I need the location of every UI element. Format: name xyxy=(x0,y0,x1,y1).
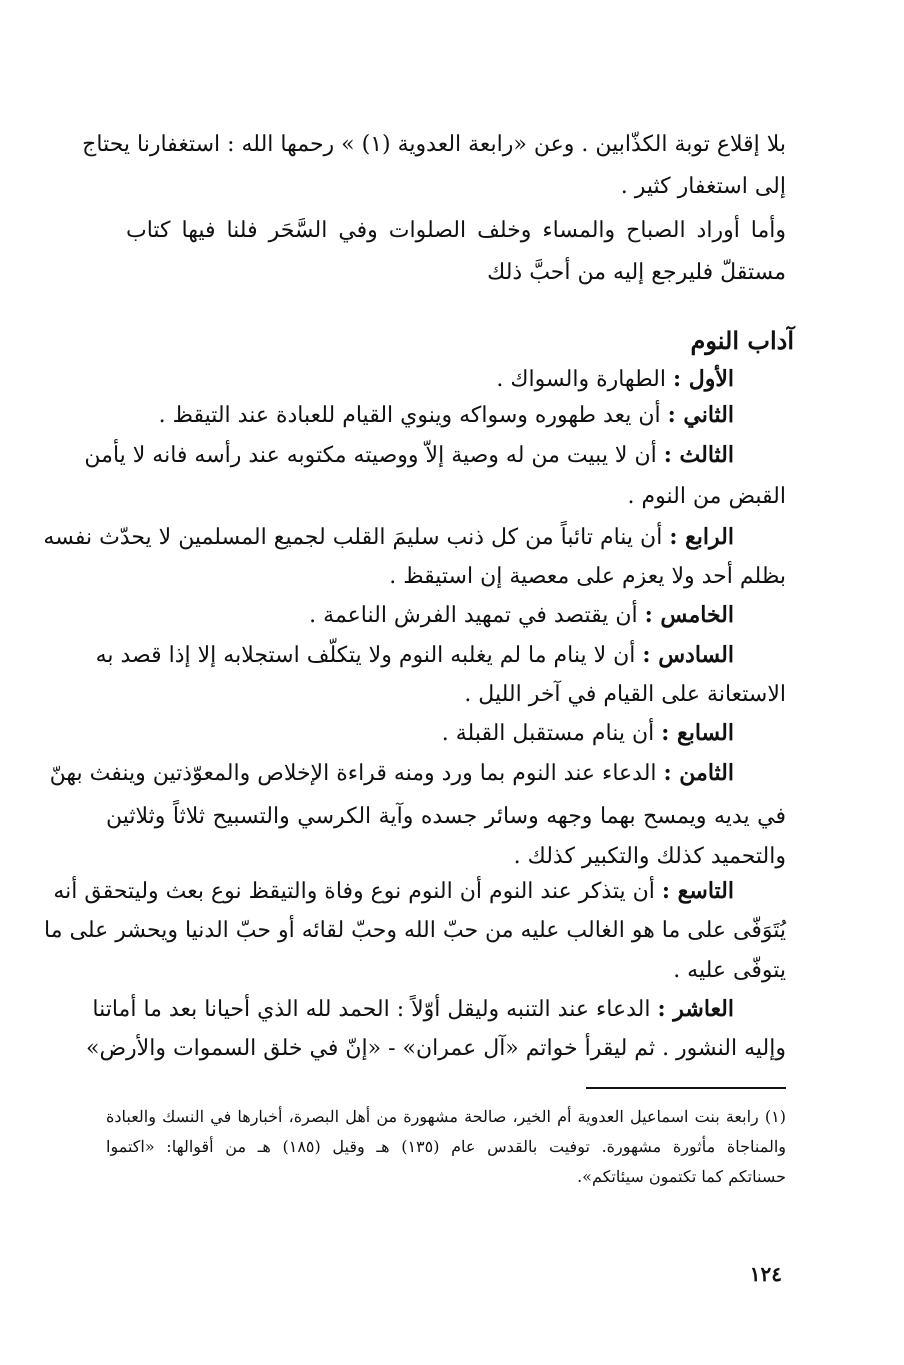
item-number: الأول : xyxy=(672,366,734,392)
intro-line-4: مستقلّ فليرجع إليه من أحبَّ ذلك xyxy=(487,260,786,285)
item-number: السادس : xyxy=(642,642,734,668)
list-item xyxy=(106,600,734,631)
item-number: الثالث : xyxy=(663,442,734,468)
item-text: الطهارة والسواك . xyxy=(496,367,666,392)
item-continuation: والتحميد كذلك والتكبير كذلك . xyxy=(513,844,786,869)
footnote-line-1: (١) رابعة بنت اسماعيل العدوية أم الخير، صالحة مشهورة من أهل البصرة، أخبارها في النسك والعبادة xyxy=(106,1107,786,1126)
list-item xyxy=(92,994,734,1025)
list-item xyxy=(106,364,734,395)
intro-line-3: وأما أوراد الصباح والمساء وخلف الصلوات وفي السَّحَر فلنا فيها كتاب xyxy=(126,218,786,243)
item-text: الدعاء عند النوم بما ورد ومنه قراءة الإخلاص والمعوّذتين وينفث بهنّ xyxy=(49,761,657,786)
item-continuation: وإليه النشور . ثم ليقرأ خواتم «آل عمران» - «إنّ في خلق السموات والأرض» xyxy=(85,1036,786,1061)
item-continuation: القبض من النوم . xyxy=(627,484,786,509)
item-text: أن يتذكر عند النوم أن النوم نوع وفاة والتيقظ نوع بعث وليتحقق أنه xyxy=(53,879,655,904)
intro-line-2: إلى استغفار كثير . xyxy=(620,174,786,199)
item-number: الخامس : xyxy=(644,602,734,628)
intro-line-1: بلا إقلاع توبة الكذّابين . وعن «رابعة العدوية (١) » رحمها الله : استغفارنا يحتاج xyxy=(82,132,786,157)
list-item xyxy=(95,640,734,671)
item-continuation: الاستعانة على القيام في آخر الليل . xyxy=(464,682,786,707)
item-number: التاسع : xyxy=(661,878,734,904)
item-continuation: في يديه ويمسح بهما وجهه وسائر جسده وآية الكرسي والتسبيح ثلاثاً وثلاثين xyxy=(106,804,786,829)
page-number: ١٢٤ xyxy=(749,1262,782,1286)
item-text: أن يعد طهوره وسواكه وينوي القيام للعبادة عند التيقظ . xyxy=(158,403,661,428)
item-text: أن ينام مستقبل القبلة . xyxy=(441,721,655,746)
item-text: أن يقتصد في تمهيد الفرش الناعمة . xyxy=(309,603,638,628)
list-item xyxy=(106,400,734,431)
item-continuation: يُتَوَفّى على ما هو الغالب عليه من حبّ الله وحبّ لقائه أو حبّ الدنيا ويحشر على ما xyxy=(44,918,786,943)
item-continuation: يتوفّى عليه . xyxy=(673,958,786,983)
item-number: الثامن : xyxy=(663,760,734,786)
item-number: الرابع : xyxy=(669,524,734,550)
item-number: الثاني : xyxy=(667,402,734,428)
list-item xyxy=(106,718,734,749)
list-item xyxy=(53,876,734,907)
item-continuation: بظلم أحد ولا يعزم على معصية إن استيقظ . xyxy=(389,564,786,589)
item-text: أن لا يبيت من له وصية إلاّ ووصيته مكتوبه عند رأسه فانه لا يأمن xyxy=(84,443,657,468)
list-item xyxy=(43,522,734,553)
item-text: أن لا ينام ما لم يغلبه النوم ولا يتكلّف استجلابه إلا إذا قصد به xyxy=(95,643,636,668)
list-item xyxy=(84,440,734,471)
footnote-line-3: حسناتكم كما تكتمون سيئاتكم». xyxy=(577,1167,786,1186)
item-text: الدعاء عند التنبه وليقل أوّلاً : الحمد لله الذي أحيانا بعد ما أماتنا xyxy=(92,997,651,1022)
item-number: العاشر : xyxy=(657,996,734,1022)
footnote-separator xyxy=(586,1087,786,1089)
section-title: آداب النوم xyxy=(690,326,794,355)
item-text: أن ينام تائباً من كل ذنب سليمَ القلب لجميع المسلمين لا يحدّث نفسه xyxy=(43,525,663,550)
list-item xyxy=(49,758,734,789)
footnote-line-2: والمناجاة مأثورة مشهورة. توفيت بالقدس عام (١٣٥) هـ وقيل (١٨٥) هـ من أقوالها: «اكتموا xyxy=(106,1137,787,1156)
item-number: السابع : xyxy=(661,720,734,746)
